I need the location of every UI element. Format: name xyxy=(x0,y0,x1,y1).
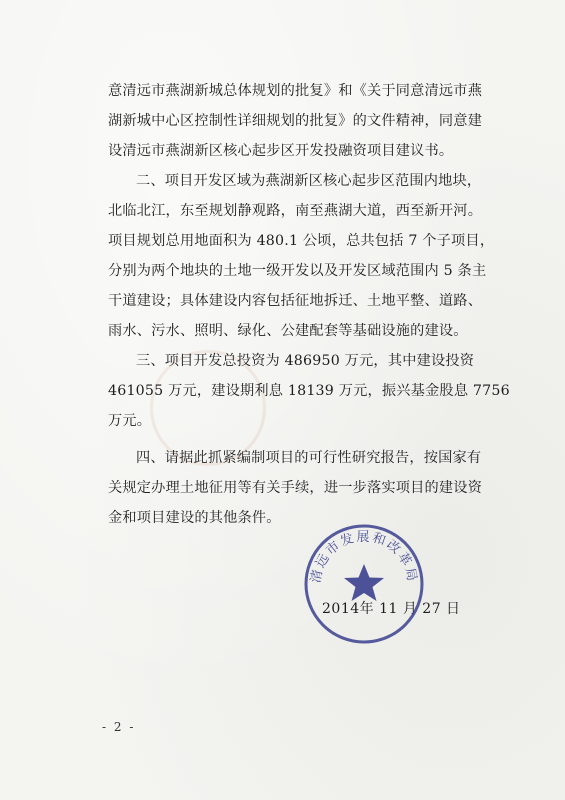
text-line: 万元。 xyxy=(108,413,152,429)
paragraph-1 xyxy=(108,76,493,166)
text-line: 雨水、污水、照明、绿化、公建配套等基础设施的建设。 xyxy=(108,323,468,339)
official-seal xyxy=(300,520,428,648)
text-line: 四、请据此抓紧编制项目的可行性研究报告，按国家有 xyxy=(136,450,482,466)
page-number: - 2 - xyxy=(102,720,136,734)
text-line: 461055 万元，建设期利息 18139 万元，振兴基金股息 7756 xyxy=(108,383,510,399)
signature-date: 2014年 11 月 27 日 xyxy=(322,601,461,617)
text-line: 北临北江，东至规划静观路，南至燕湖大道，西至新开河。 xyxy=(108,203,483,219)
text-line: 金和项目建设的其他条件。 xyxy=(108,510,281,526)
paragraph-3 xyxy=(108,346,510,436)
text-line: 意清远市燕湖新城总体规划的批复》和《关于同意清远市燕 xyxy=(108,83,483,99)
text-line: 干道建设；具体建设内容包括征地拆迁、土地平整、道路、 xyxy=(108,293,483,309)
text-line: 湖新城中心区控制性详细规划的批复》的文件精神，同意建 xyxy=(108,113,483,129)
paragraph-2 xyxy=(108,166,493,346)
text-line: 设清远市燕湖新区核心起步区开发投融资项目建议书。 xyxy=(108,143,454,159)
text-line: 三、项目开发总投资为 486950 万元，其中建设投资 xyxy=(136,353,475,369)
text-line: 关规定办理土地征用等有关手续，进一步落实项目的建设资 xyxy=(108,480,483,496)
document-body xyxy=(108,76,510,533)
seal-text: 清远市发展和改革局 xyxy=(308,529,420,585)
text-line: 二、项目开发区域为燕湖新区核心起步区范围内地块， xyxy=(136,173,482,189)
star-icon xyxy=(344,564,384,601)
text-line: 项目规划总用地面积为 480.1 公顷，总共包括 7 个子项目， xyxy=(108,233,495,249)
text-line: 分别为两个地块的土地一级开发以及开发区域范围内 5 条主 xyxy=(108,263,487,279)
